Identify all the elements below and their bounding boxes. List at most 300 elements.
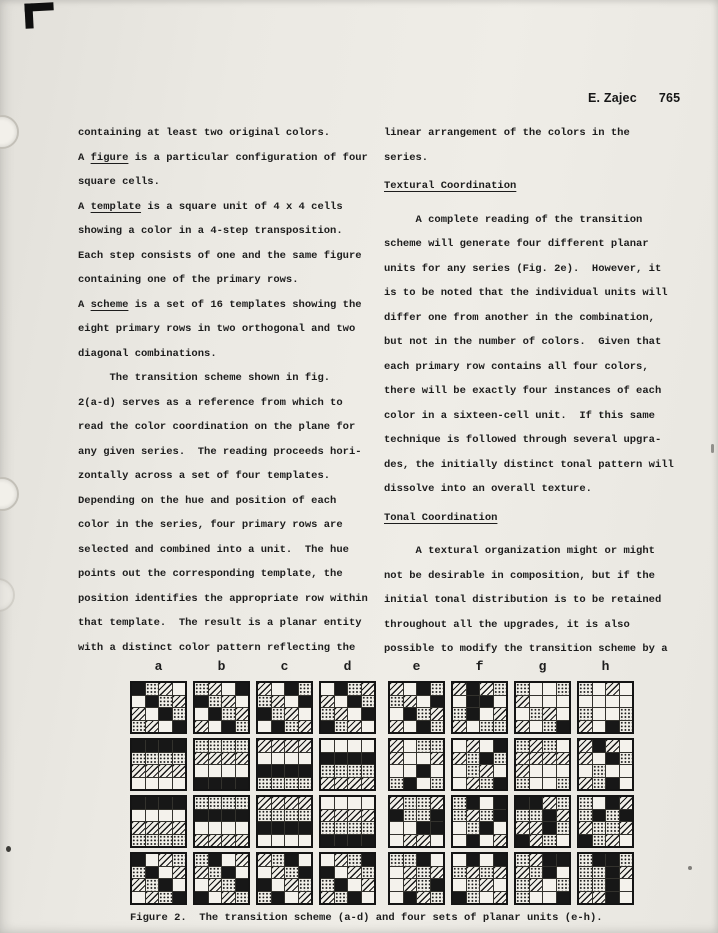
texture-cell-W xyxy=(480,854,493,866)
tile-row xyxy=(388,681,634,734)
texture-cell-W xyxy=(453,822,466,834)
texture-cell-W xyxy=(557,765,570,777)
texture-cell-D xyxy=(321,708,334,720)
texture-cell-D xyxy=(132,753,145,765)
pattern-tile xyxy=(256,852,313,905)
texture-cell-B xyxy=(543,867,556,879)
texture-cell-B xyxy=(348,835,361,847)
texture-cell-D xyxy=(390,854,403,866)
texture-cell-B xyxy=(209,778,222,790)
text-segment: containing at least two original colors. xyxy=(78,127,331,139)
texture-cell-B xyxy=(467,708,480,720)
texture-cell-H xyxy=(321,892,334,904)
texture-cell-B xyxy=(222,810,235,822)
texture-cell-H xyxy=(431,797,444,809)
texture-cell-B xyxy=(543,822,556,834)
figure-caption: Figure 2. The transition scheme (a-d) and four sets of planar units (e-h). xyxy=(130,912,603,924)
texture-cell-W xyxy=(348,797,361,809)
texture-cell-H xyxy=(494,892,507,904)
texture-cell-H xyxy=(132,708,145,720)
page-number: 765 xyxy=(658,91,681,105)
pattern-tile xyxy=(451,738,508,791)
texture-cell-H xyxy=(606,835,619,847)
texture-cell-W xyxy=(348,708,361,720)
texture-cell-B xyxy=(209,810,222,822)
texture-cell-D xyxy=(236,797,249,809)
texture-cell-B xyxy=(417,765,430,777)
text-line xyxy=(78,440,368,465)
texture-cell-H xyxy=(390,753,403,765)
texture-cell-D xyxy=(321,822,334,834)
text-segment: is a particular configuration of four xyxy=(128,151,368,164)
figure-2 xyxy=(130,659,634,924)
texture-cell-D xyxy=(620,721,633,733)
texture-cell-H xyxy=(516,822,529,834)
texture-cell-B xyxy=(431,879,444,891)
texture-cell-B xyxy=(258,879,271,891)
texture-cell-B xyxy=(390,810,403,822)
texture-cell-W xyxy=(557,740,570,752)
pattern-tile xyxy=(577,852,634,905)
column-label-f: f xyxy=(475,659,484,674)
texture-cell-B xyxy=(467,696,480,708)
texture-cell-D xyxy=(453,810,466,822)
texture-cell-B xyxy=(321,721,334,733)
texture-cell-D xyxy=(285,721,298,733)
texture-cell-W xyxy=(348,740,361,752)
text-segment: throughout all the upgrades, it is also xyxy=(384,618,630,631)
texture-cell-W xyxy=(480,835,493,847)
texture-cell-B xyxy=(146,696,159,708)
transition-scheme-group xyxy=(130,659,376,905)
texture-cell-H xyxy=(543,797,556,809)
texture-cell-W xyxy=(195,822,208,834)
text-line xyxy=(384,588,674,613)
pattern-tile xyxy=(256,681,313,734)
planar-units-group xyxy=(388,659,634,905)
texture-cell-H xyxy=(480,683,493,695)
texture-cell-H xyxy=(159,683,172,695)
texture-cell-B xyxy=(417,683,430,695)
text-line xyxy=(384,637,674,662)
texture-cell-H xyxy=(579,892,592,904)
texture-cell-D xyxy=(417,708,430,720)
texture-cell-H xyxy=(480,879,493,891)
texture-cell-B xyxy=(467,683,480,695)
texture-cell-D xyxy=(431,778,444,790)
texture-cell-D xyxy=(222,708,235,720)
texture-cell-D xyxy=(146,879,159,891)
texture-cell-D xyxy=(209,696,222,708)
texture-cell-D xyxy=(173,835,186,847)
texture-cell-D xyxy=(173,753,186,765)
text-line xyxy=(78,538,368,563)
texture-cell-H xyxy=(530,753,543,765)
texture-cell-W xyxy=(222,822,235,834)
texture-cell-D xyxy=(285,810,298,822)
texture-cell-B xyxy=(159,708,172,720)
texture-cell-B xyxy=(159,879,172,891)
texture-cell-D xyxy=(272,778,285,790)
text-line xyxy=(384,306,674,331)
texture-cell-W xyxy=(132,810,145,822)
texture-cell-H xyxy=(258,683,271,695)
texture-cell-H xyxy=(362,810,375,822)
texture-cell-B xyxy=(236,778,249,790)
texture-cell-W xyxy=(173,879,186,891)
texture-cell-W xyxy=(222,854,235,866)
texture-cell-H xyxy=(321,810,334,822)
texture-cell-D xyxy=(132,835,145,847)
text-segment: des, the initially distinct tonal pattern will xyxy=(384,458,674,471)
texture-cell-W xyxy=(494,765,507,777)
pattern-tile xyxy=(256,738,313,791)
texture-cell-H xyxy=(579,753,592,765)
texture-cell-H xyxy=(236,708,249,720)
pattern-tile xyxy=(130,681,187,734)
texture-cell-B xyxy=(272,892,285,904)
texture-cell-D xyxy=(543,740,556,752)
texture-cell-W xyxy=(132,892,145,904)
pattern-tile xyxy=(388,852,445,905)
texture-cell-H xyxy=(258,740,271,752)
texture-cell-B xyxy=(132,740,145,752)
texture-cell-B xyxy=(593,854,606,866)
texture-cell-H xyxy=(467,867,480,879)
texture-cell-D xyxy=(236,740,249,752)
texture-cell-D xyxy=(494,683,507,695)
texture-cell-H xyxy=(579,721,592,733)
texture-cell-H xyxy=(195,835,208,847)
texture-cell-W xyxy=(557,867,570,879)
texture-cell-D xyxy=(606,822,619,834)
texture-cell-D xyxy=(195,740,208,752)
text-segment: A complete reading of the transition xyxy=(384,213,643,226)
texture-cell-B xyxy=(557,854,570,866)
texture-cell-D xyxy=(467,753,480,765)
texture-cell-D xyxy=(390,778,403,790)
punch-hole-top xyxy=(0,115,19,149)
texture-cell-B xyxy=(335,835,348,847)
texture-cell-B xyxy=(467,854,480,866)
texture-cell-D xyxy=(258,810,271,822)
texture-cell-B xyxy=(159,797,172,809)
texture-cell-H xyxy=(258,854,271,866)
texture-cell-D xyxy=(348,683,361,695)
texture-cell-B xyxy=(606,778,619,790)
texture-cell-D xyxy=(299,683,312,695)
texture-cell-B xyxy=(404,708,417,720)
text-segment: A xyxy=(78,298,91,311)
text-line xyxy=(384,208,674,233)
text-line xyxy=(384,613,674,638)
texture-cell-B xyxy=(606,854,619,866)
texture-cell-D xyxy=(516,854,529,866)
text-segment: A xyxy=(78,200,91,213)
texture-cell-H xyxy=(348,810,361,822)
texture-cell-B xyxy=(258,822,271,834)
texture-cell-D xyxy=(593,778,606,790)
text-segment: A textural organization might or might xyxy=(384,545,655,557)
text-segment: square cells. xyxy=(78,176,160,188)
text-line xyxy=(384,379,674,404)
texture-cell-D xyxy=(132,721,145,733)
texture-cell-W xyxy=(453,778,466,790)
text-segment: but not in the number of colors. Given that xyxy=(384,336,662,348)
texture-cell-H xyxy=(272,696,285,708)
left-column xyxy=(78,121,368,660)
tile-row xyxy=(130,795,376,848)
texture-cell-B xyxy=(173,797,186,809)
texture-cell-W xyxy=(530,696,543,708)
texture-cell-D xyxy=(335,721,348,733)
texture-cell-D xyxy=(195,683,208,695)
texture-cell-W xyxy=(557,708,570,720)
texture-cell-W xyxy=(159,810,172,822)
texture-cell-W xyxy=(272,835,285,847)
texture-cell-B xyxy=(348,753,361,765)
texture-cell-B xyxy=(132,797,145,809)
texture-cell-W xyxy=(404,822,417,834)
texture-cell-H xyxy=(530,822,543,834)
texture-cell-W xyxy=(579,696,592,708)
texture-cell-H xyxy=(494,835,507,847)
texture-cell-H xyxy=(272,797,285,809)
text-line xyxy=(78,513,368,538)
text-line xyxy=(78,219,368,244)
text-line xyxy=(384,330,674,355)
texture-cell-B xyxy=(362,835,375,847)
texture-cell-B xyxy=(173,892,186,904)
texture-cell-W xyxy=(593,721,606,733)
texture-cell-H xyxy=(557,753,570,765)
texture-cell-W xyxy=(543,765,556,777)
text-segment: differ one from another in the combination, xyxy=(384,311,655,324)
texture-cell-H xyxy=(431,867,444,879)
text-line xyxy=(78,342,368,367)
texture-cell-H xyxy=(516,753,529,765)
texture-cell-W xyxy=(222,683,235,695)
texture-cell-D xyxy=(258,778,271,790)
pattern-tile xyxy=(514,795,571,848)
right-column xyxy=(384,121,674,662)
texture-cell-W xyxy=(530,765,543,777)
pattern-tile xyxy=(193,852,250,905)
text-segment: is a square unit of 4 x 4 cells xyxy=(141,200,343,213)
text-segment: points out the corresponding template, the xyxy=(78,568,343,580)
texture-cell-W xyxy=(299,854,312,866)
texture-cell-D xyxy=(362,867,375,879)
texture-cell-W xyxy=(620,740,633,752)
pattern-tile xyxy=(577,738,634,791)
text-line xyxy=(78,562,368,587)
texture-cell-W xyxy=(453,835,466,847)
texture-cell-H xyxy=(299,721,312,733)
texture-cell-B xyxy=(362,753,375,765)
texture-cell-D xyxy=(222,740,235,752)
tile-row xyxy=(388,852,634,905)
text-segment: any given series. The reading proceeds hori- xyxy=(78,445,362,458)
texture-cell-B xyxy=(557,892,570,904)
texture-cell-D xyxy=(431,721,444,733)
texture-cell-W xyxy=(404,740,417,752)
text-segment: containing one of the primary rows. xyxy=(78,274,299,286)
texture-cell-W xyxy=(258,753,271,765)
texture-cell-W xyxy=(404,683,417,695)
texture-cell-W xyxy=(390,765,403,777)
text-segment: A xyxy=(78,151,91,164)
texture-cell-B xyxy=(285,765,298,777)
pattern-tile xyxy=(319,681,376,734)
texture-cell-D xyxy=(272,708,285,720)
texture-cell-D xyxy=(173,708,186,720)
texture-cell-D xyxy=(285,778,298,790)
column-label-h: h xyxy=(601,659,610,674)
texture-cell-W xyxy=(209,765,222,777)
texture-cell-H xyxy=(335,854,348,866)
texture-cell-B xyxy=(209,854,222,866)
texture-cell-W xyxy=(195,765,208,777)
texture-cell-D xyxy=(132,867,145,879)
texture-cell-D xyxy=(557,797,570,809)
texture-cell-W xyxy=(494,696,507,708)
text-line xyxy=(78,121,368,146)
text-line xyxy=(384,539,674,564)
texture-cell-D xyxy=(543,835,556,847)
texture-cell-W xyxy=(431,765,444,777)
text-line xyxy=(78,146,368,171)
texture-cell-H xyxy=(348,867,361,879)
texture-cell-D xyxy=(321,765,334,777)
texture-cell-W xyxy=(321,740,334,752)
texture-cell-B xyxy=(431,696,444,708)
texture-cell-B xyxy=(209,708,222,720)
tile-row xyxy=(130,852,376,905)
texture-cell-H xyxy=(543,753,556,765)
texture-cell-D xyxy=(579,854,592,866)
text-segment: The transition scheme shown in fig. xyxy=(78,372,331,384)
figure-tile-groups xyxy=(130,659,634,905)
text-line xyxy=(78,268,368,293)
pattern-tile xyxy=(130,795,187,848)
texture-cell-D xyxy=(222,797,235,809)
texture-cell-W xyxy=(453,740,466,752)
texture-cell-B xyxy=(516,797,529,809)
texture-cell-B xyxy=(606,721,619,733)
texture-cell-B xyxy=(480,822,493,834)
texture-cell-B xyxy=(417,854,430,866)
texture-cell-H xyxy=(530,854,543,866)
texture-cell-B xyxy=(417,721,430,733)
texture-cell-B xyxy=(146,740,159,752)
texture-cell-D xyxy=(195,797,208,809)
pattern-tile xyxy=(256,795,313,848)
texture-cell-D xyxy=(530,810,543,822)
texture-cell-D xyxy=(530,708,543,720)
texture-cell-W xyxy=(272,879,285,891)
text-segment: linear arrangement of the colors in the xyxy=(384,127,630,139)
texture-cell-D xyxy=(480,721,493,733)
texture-cell-D xyxy=(335,822,348,834)
text-line xyxy=(384,281,674,306)
column-labels xyxy=(130,659,376,675)
texture-cell-W xyxy=(362,892,375,904)
texture-cell-H xyxy=(272,867,285,879)
texture-cell-D xyxy=(579,797,592,809)
texture-cell-D xyxy=(335,765,348,777)
column-labels xyxy=(388,659,634,675)
texture-cell-W xyxy=(258,867,271,879)
texture-cell-D xyxy=(417,797,430,809)
tile-row xyxy=(388,738,634,791)
texture-cell-W xyxy=(417,696,430,708)
pattern-tile xyxy=(577,681,634,734)
texture-cell-H xyxy=(209,753,222,765)
texture-cell-D xyxy=(236,721,249,733)
texture-cell-H xyxy=(516,867,529,879)
texture-cell-H xyxy=(516,696,529,708)
texture-cell-H xyxy=(453,683,466,695)
texture-cell-B xyxy=(494,810,507,822)
texture-cell-H xyxy=(606,683,619,695)
texture-cell-W xyxy=(390,708,403,720)
texture-cell-D xyxy=(516,778,529,790)
texture-cell-B xyxy=(417,822,430,834)
texture-cell-W xyxy=(335,740,348,752)
column-label-g: g xyxy=(538,659,547,674)
texture-cell-B xyxy=(335,683,348,695)
tile-row xyxy=(130,681,376,734)
texture-cell-D xyxy=(516,879,529,891)
text-line xyxy=(384,428,674,453)
pattern-tile xyxy=(514,852,571,905)
pattern-tile xyxy=(193,795,250,848)
texture-cell-B xyxy=(579,835,592,847)
texture-cell-D xyxy=(146,835,159,847)
pattern-tile xyxy=(193,681,250,734)
texture-cell-H xyxy=(209,879,222,891)
texture-cell-D xyxy=(236,892,249,904)
pattern-tile xyxy=(388,795,445,848)
texture-cell-W xyxy=(620,879,633,891)
texture-cell-W xyxy=(453,696,466,708)
text-line xyxy=(78,170,368,195)
texture-cell-B xyxy=(321,753,334,765)
texture-cell-B xyxy=(236,879,249,891)
texture-cell-D xyxy=(494,721,507,733)
texture-cell-H xyxy=(620,822,633,834)
texture-cell-H xyxy=(480,765,493,777)
texture-cell-B xyxy=(173,721,186,733)
text-line xyxy=(78,611,368,636)
texture-cell-D xyxy=(417,867,430,879)
text-segment: with a distinct color pattern reflecting the xyxy=(78,641,356,654)
texture-cell-H xyxy=(453,721,466,733)
texture-cell-W xyxy=(404,765,417,777)
texture-cell-W xyxy=(530,721,543,733)
texture-cell-H xyxy=(530,835,543,847)
texture-cell-D xyxy=(494,753,507,765)
texture-cell-B xyxy=(299,867,312,879)
underlined-term: Textural Coordination xyxy=(384,180,517,192)
texture-cell-W xyxy=(453,854,466,866)
texture-cell-W xyxy=(543,879,556,891)
pattern-tile xyxy=(451,795,508,848)
texture-cell-D xyxy=(593,835,606,847)
texture-cell-H xyxy=(195,721,208,733)
texture-cell-H xyxy=(285,708,298,720)
texture-cell-W xyxy=(480,708,493,720)
